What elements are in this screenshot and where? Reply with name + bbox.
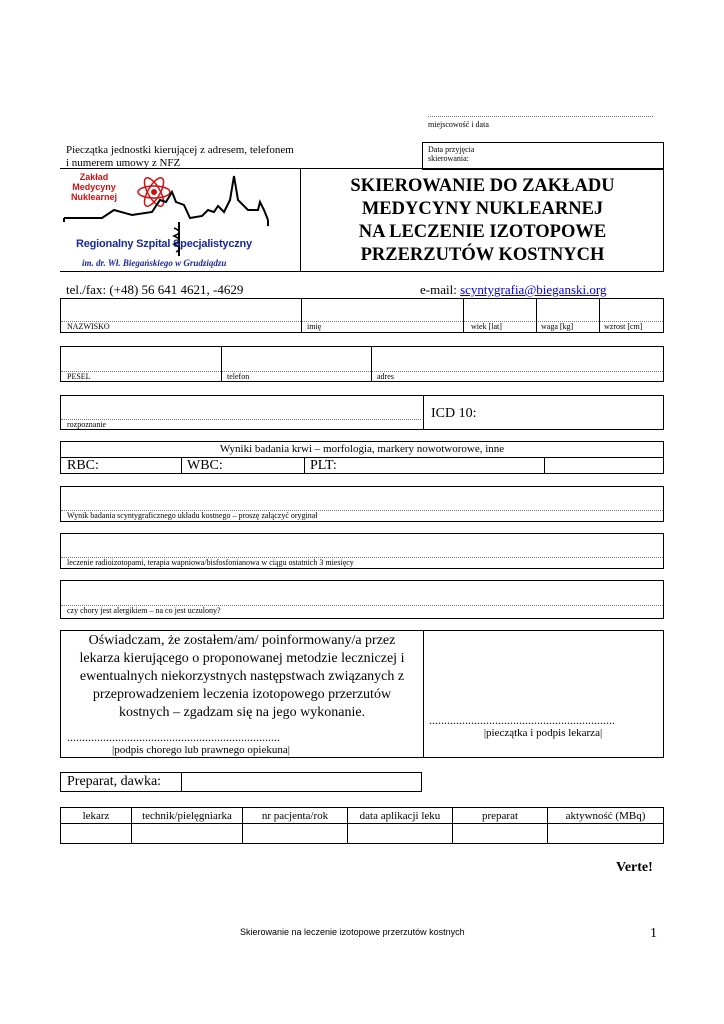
- place-date-label: miejscowość i data: [428, 120, 489, 129]
- height-field[interactable]: wzrost [cm]: [604, 322, 643, 331]
- patient-row-1: [60, 298, 664, 333]
- cell-patient-number[interactable]: [243, 824, 348, 844]
- consent-text: Oświadczam, że zostałem/am/ poinformowany/a przez lekarza kierującego o proponowanej metodzie leczniczej i ewentualnych niekorzystnych następstwach związanych z przeprowadzeniem leczenia izotopowego przerzutów kostnych – zgadzam się na jego wykonanie.: [79, 633, 405, 720]
- scintigraphy-label: Wynik badania scyntygraficznego układu kostnego – proszę załączyć oryginał: [67, 511, 318, 520]
- col-preparation: preparat: [453, 808, 548, 824]
- doctor-signature-label: |pieczątka i podpis lekarza|: [483, 727, 603, 739]
- divider: [300, 168, 301, 272]
- treatment-row[interactable]: [60, 533, 664, 569]
- patient-signature-line[interactable]: .......................................................................: [67, 730, 280, 744]
- dept-name: Zakład Medycyny Nuklearnej: [70, 172, 118, 202]
- footer-doc-name: Skierowanie na leczenie izotopowe przerzutów kostnych: [240, 927, 465, 937]
- table-header-row: [61, 808, 664, 824]
- blood-results: [60, 441, 664, 474]
- preparat-label: Preparat, dawka:: [67, 774, 162, 789]
- hospital-name: Regionalny Szpital Specjalistyczny: [76, 238, 252, 250]
- contact-phone: tel./fax: (+48) 56 641 4621, -4629: [66, 282, 244, 297]
- email-label: e-mail:: [420, 282, 457, 297]
- cell-technician[interactable]: [132, 824, 243, 844]
- weight-field[interactable]: waga [kg]: [541, 322, 574, 331]
- blood-heading: Wyniki badania krwi – morfologia, markery nowotworowe, inne: [219, 443, 505, 455]
- phone-field[interactable]: telefon: [227, 372, 250, 381]
- consent-box: [60, 630, 664, 758]
- hospital-sub: im. dr. Wł. Biegańskiego w Grudziądzu: [82, 258, 227, 268]
- divider: [536, 299, 537, 332]
- patient-signature-label: |podpis chorego lub prawnego opiekuna|: [112, 744, 290, 756]
- col-application-date: data aplikacji leku: [348, 808, 453, 824]
- divider: [544, 457, 545, 473]
- referral-date-label: Data przyjęcia skierowania:: [428, 145, 475, 163]
- place-date-line[interactable]: [428, 116, 653, 117]
- wbc-field[interactable]: WBC:: [187, 458, 223, 473]
- col-technician: technik/pielęgniarka: [132, 808, 243, 824]
- table-row: [61, 824, 664, 844]
- page-number: 1: [650, 926, 657, 941]
- scintigraphy-row[interactable]: [60, 486, 664, 522]
- surname-field[interactable]: NAZWISKO: [67, 322, 110, 331]
- icd-field[interactable]: ICD 10:: [431, 406, 477, 421]
- atom-icon: [138, 175, 170, 209]
- doctor-signature-line[interactable]: ..............................................................: [429, 713, 615, 727]
- pesel-field[interactable]: PESEL: [67, 372, 91, 381]
- administration-table: [60, 807, 664, 844]
- stamp-label: Pieczątka jednostki kierującej z adresem, telefonem i numerem umowy z NFZ: [66, 144, 294, 169]
- age-field[interactable]: wiek [lat]: [471, 322, 502, 331]
- verte-note: Verte!: [616, 860, 653, 875]
- address-field[interactable]: adres: [377, 372, 394, 381]
- divider: [304, 457, 305, 473]
- divider: [423, 396, 424, 429]
- col-activity: aktywność (MBq): [548, 808, 664, 824]
- plt-field[interactable]: PLT:: [310, 458, 337, 473]
- preparat-row: [60, 772, 422, 792]
- divider: [371, 347, 372, 381]
- hospital-logo: [62, 170, 300, 270]
- preparat-field[interactable]: [182, 773, 421, 791]
- email-link[interactable]: scyntygrafia@bieganski.org: [460, 282, 607, 297]
- treatment-label: leczenie radioizotopami, terapia wapniowa/bisfosfonianowa w ciągu ostatnich 3 miesięcy: [67, 558, 354, 567]
- cell-preparation[interactable]: [453, 824, 548, 844]
- cell-application-date[interactable]: [348, 824, 453, 844]
- dotted-line: [61, 419, 421, 420]
- divider: [599, 299, 600, 332]
- patient-row-2: [60, 346, 664, 382]
- diagnosis-row: [60, 395, 664, 430]
- page-title: SKIEROWANIE DO ZAKŁADU MEDYCYNY NUKLEARNEJ NA LECZENIE IZOTOPOWE PRZERZUTÓW KOSTNYCH: [350, 176, 615, 265]
- dotted-line: [61, 371, 663, 372]
- first-name-field[interactable]: imię: [307, 322, 322, 331]
- cell-doctor[interactable]: [61, 824, 132, 844]
- cell-activity[interactable]: [548, 824, 664, 844]
- allergy-label: czy chory jest alergikiem – na co jest uczulony?: [67, 606, 221, 615]
- divider: [60, 271, 300, 272]
- col-doctor: lekarz: [61, 808, 132, 824]
- divider: [463, 299, 464, 332]
- divider: [301, 299, 302, 332]
- rbc-field[interactable]: RBC:: [67, 458, 99, 473]
- referral-date-field[interactable]: [422, 142, 664, 170]
- divider: [221, 347, 222, 381]
- diagnosis-field[interactable]: rozpoznanie: [67, 420, 107, 429]
- col-patient-number: nr pacjenta/rok: [243, 808, 348, 824]
- contact-email: [420, 282, 606, 298]
- allergy-row[interactable]: [60, 580, 664, 619]
- divider: [61, 457, 663, 458]
- divider: [181, 457, 182, 473]
